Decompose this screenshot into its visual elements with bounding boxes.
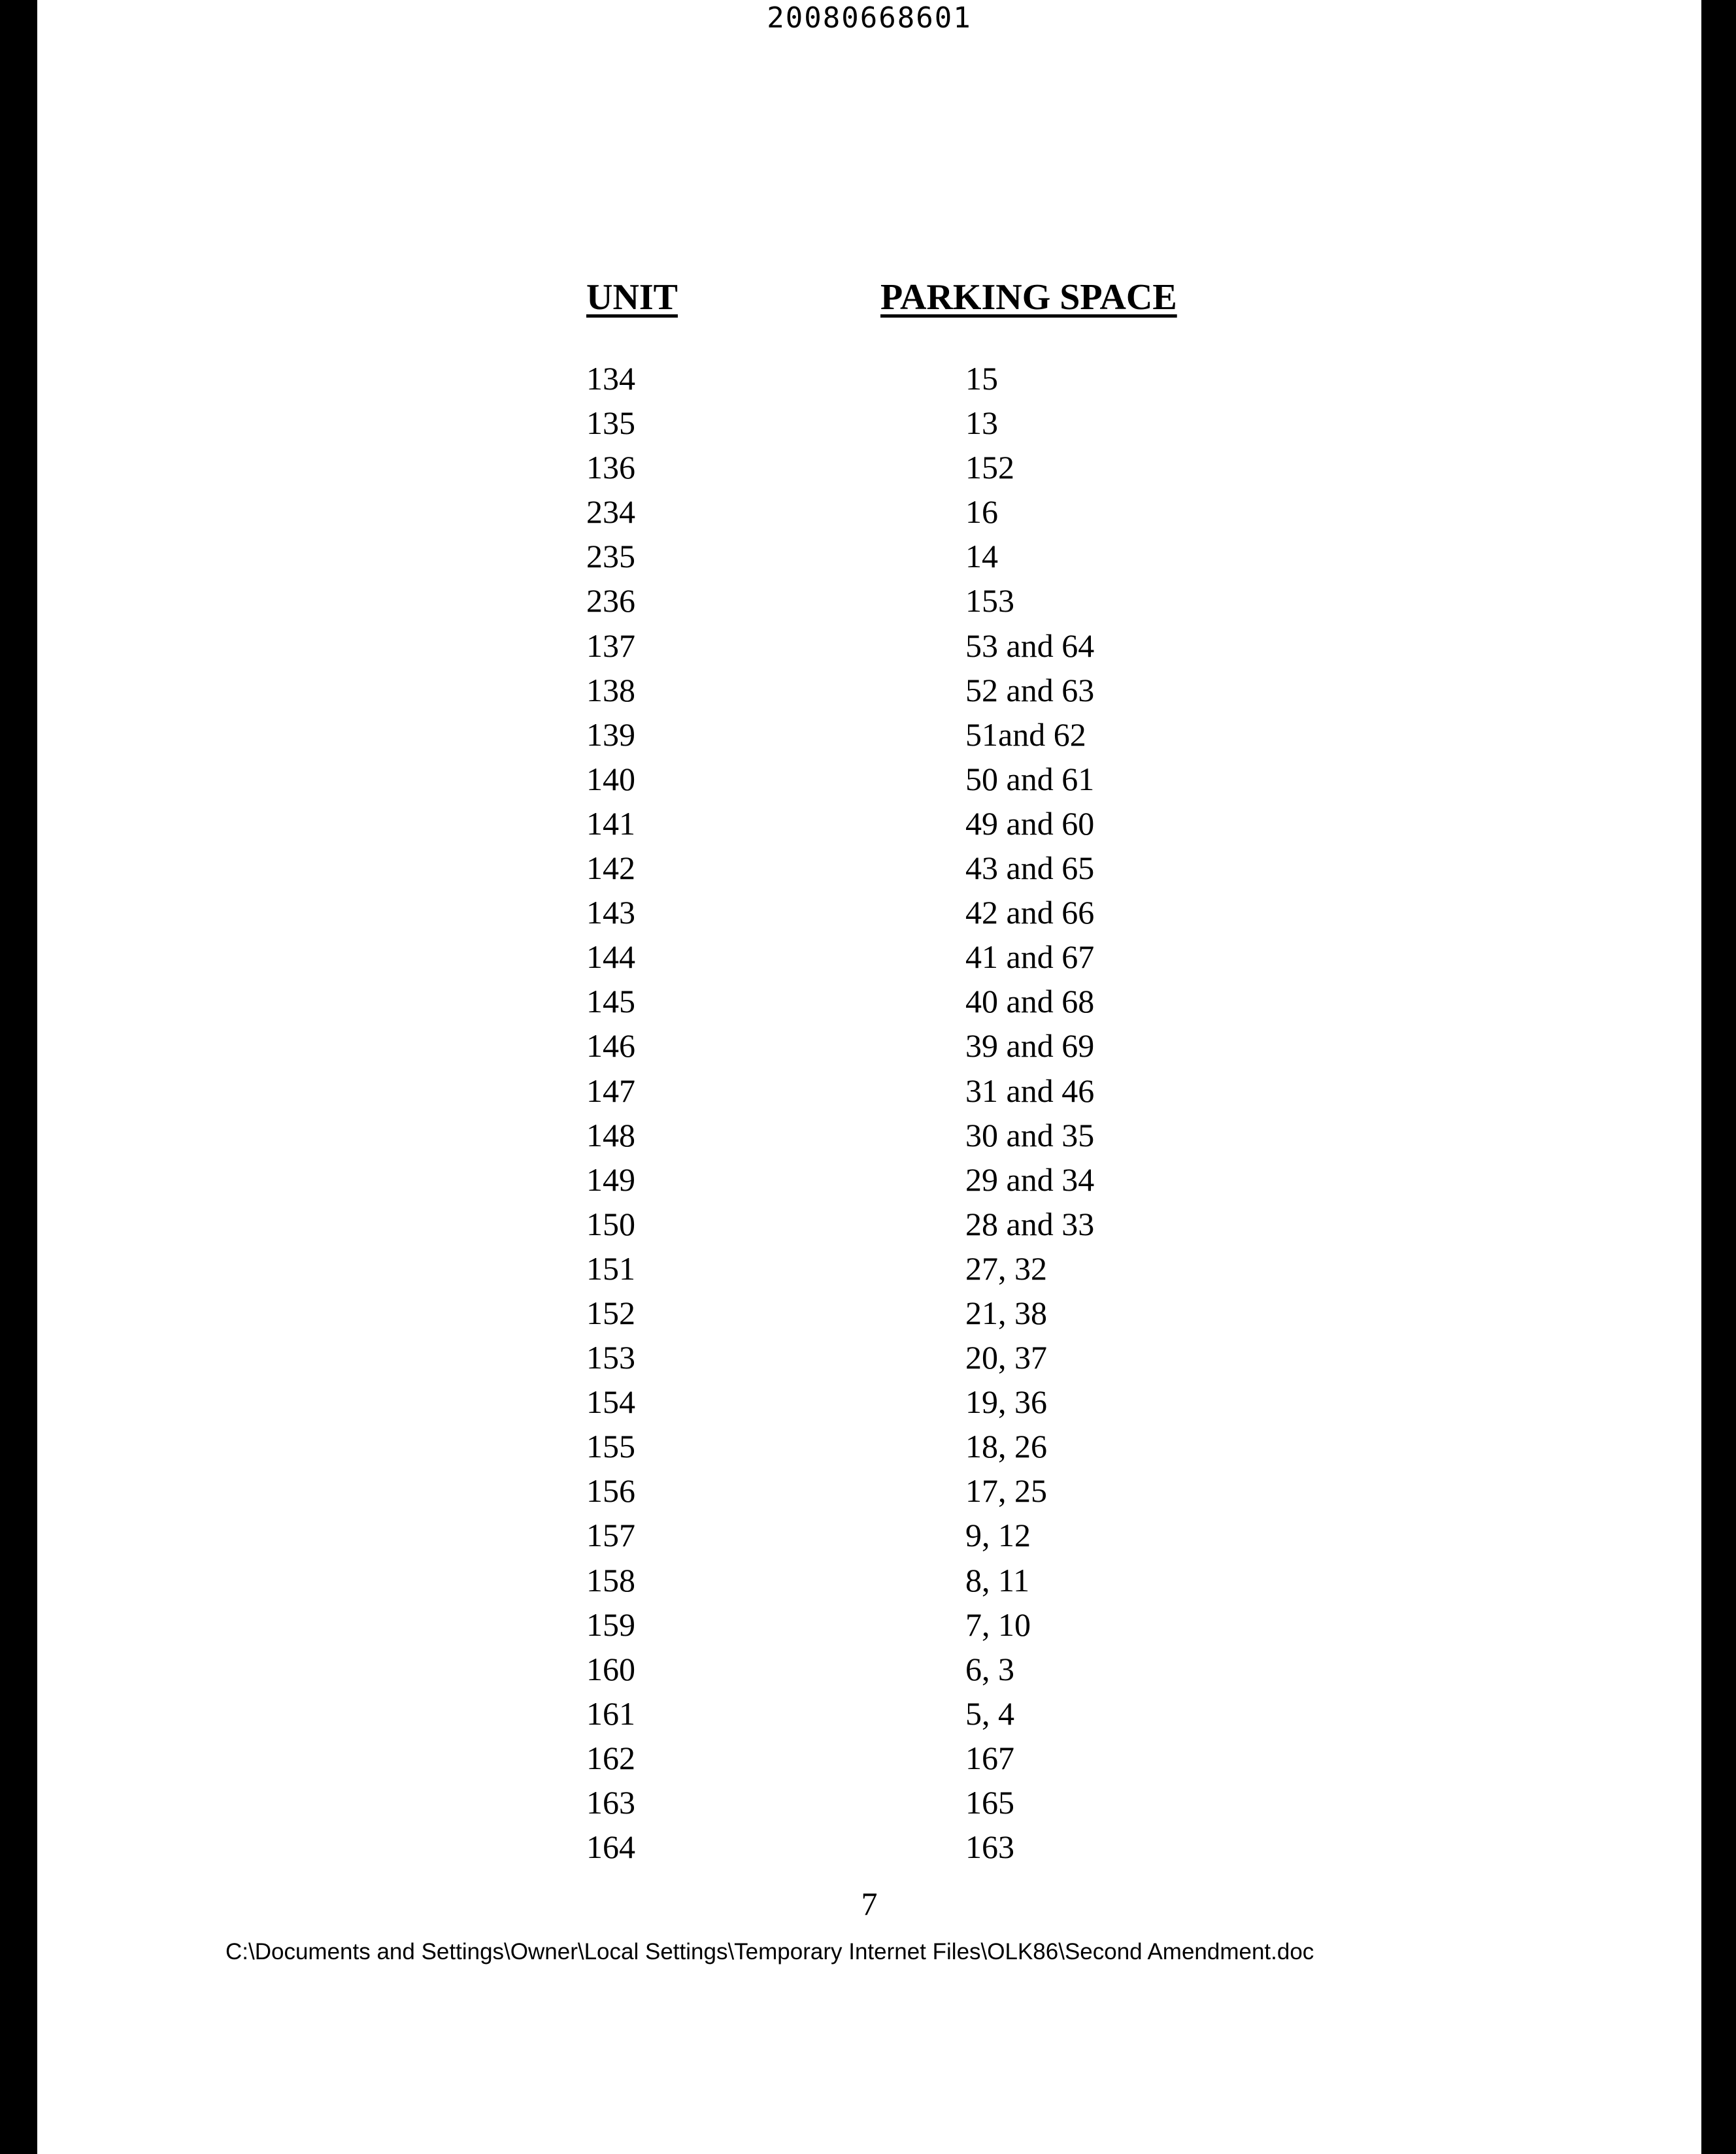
parking-space-cell: 5, 4 [965, 1695, 1014, 1732]
page-number: 7 [861, 1885, 878, 1922]
unit-cell: 152 [586, 1294, 635, 1331]
parking-space-cell: 30 and 35 [965, 1116, 1095, 1153]
table-row [37, 1380, 1701, 1424]
table-row [37, 401, 1701, 445]
table-header [37, 271, 1701, 323]
parking-space-cell: 6, 3 [965, 1650, 1014, 1687]
unit-cell: 163 [586, 1784, 635, 1821]
unit-cell: 150 [586, 1205, 635, 1242]
parking-space-cell: 29 and 34 [965, 1161, 1095, 1198]
unit-cell: 159 [586, 1606, 635, 1643]
unit-cell: 134 [586, 360, 635, 397]
unit-cell: 234 [586, 493, 635, 531]
unit-cell: 136 [586, 449, 635, 486]
parking-space-cell: 14 [965, 538, 998, 575]
parking-space-cell: 39 and 69 [965, 1027, 1095, 1065]
table-row [37, 1291, 1701, 1335]
unit-cell: 151 [586, 1250, 635, 1287]
unit-cell: 162 [586, 1739, 635, 1776]
unit-cell: 140 [586, 760, 635, 797]
parking-space-cell: 53 and 64 [965, 627, 1095, 664]
unit-column-header: UNIT [586, 277, 678, 318]
table-row [37, 534, 1701, 578]
parking-space-cell: 19, 36 [965, 1384, 1047, 1421]
parking-space-cell: 52 and 63 [965, 671, 1095, 708]
table-row [37, 846, 1701, 890]
table-row [37, 979, 1701, 1023]
parking-space-cell: 13 [965, 405, 998, 442]
table-row [37, 890, 1701, 935]
unit-cell: 164 [586, 1829, 635, 1866]
table-row [37, 1335, 1701, 1380]
parking-space-cell: 40 and 68 [965, 983, 1095, 1020]
parking-space-cell: 8, 11 [965, 1561, 1030, 1599]
table-row [37, 1157, 1701, 1202]
table-row [37, 578, 1701, 623]
unit-cell: 143 [586, 894, 635, 931]
parking-space-cell: 43 and 65 [965, 850, 1095, 887]
table-row [37, 1113, 1701, 1157]
table-row [37, 668, 1701, 712]
parking-space-cell: 16 [965, 493, 998, 531]
parking-space-cell: 163 [965, 1829, 1014, 1866]
parking-space-cell: 152 [965, 449, 1014, 486]
unit-cell: 161 [586, 1695, 635, 1732]
unit-cell: 135 [586, 405, 635, 442]
parking-space-cell: 42 and 66 [965, 894, 1095, 931]
parking-space-cell: 50 and 61 [965, 760, 1095, 797]
parking-space-column-header: PARKING SPACE [880, 277, 1177, 318]
unit-cell: 139 [586, 716, 635, 753]
parking-space-cell: 28 and 33 [965, 1205, 1095, 1242]
unit-cell: 156 [586, 1472, 635, 1510]
table-row [37, 1023, 1701, 1068]
parking-space-cell: 9, 12 [965, 1517, 1031, 1554]
table-row [37, 1736, 1701, 1780]
unit-cell: 147 [586, 1072, 635, 1109]
parking-space-cell: 167 [965, 1739, 1014, 1776]
table-row [37, 935, 1701, 979]
parking-space-cell: 49 and 60 [965, 804, 1095, 842]
unit-cell: 158 [586, 1561, 635, 1599]
parking-space-cell: 41 and 67 [965, 938, 1095, 976]
unit-cell: 235 [586, 538, 635, 575]
parking-space-cell: 27, 32 [965, 1250, 1047, 1287]
unit-cell: 144 [586, 938, 635, 976]
file-path-footer: C:\Documents and Settings\Owner\Local Settings\Temporary Internet Files\OLK86\Second Amendment.doc [225, 1939, 1314, 1964]
unit-cell: 153 [586, 1339, 635, 1376]
unit-cell: 157 [586, 1517, 635, 1554]
unit-cell: 146 [586, 1027, 635, 1065]
unit-cell: 138 [586, 671, 635, 708]
table-row [37, 1780, 1701, 1825]
parking-space-cell: 15 [965, 360, 998, 397]
table-row [37, 1647, 1701, 1691]
unit-cell: 145 [586, 983, 635, 1020]
table-row [37, 1246, 1701, 1291]
parking-space-cell: 7, 10 [965, 1606, 1031, 1643]
table-row [37, 1468, 1701, 1513]
table-row [37, 1602, 1701, 1647]
unit-cell: 155 [586, 1428, 635, 1465]
unit-cell: 141 [586, 804, 635, 842]
table-row [37, 489, 1701, 534]
parking-space-cell: 21, 38 [965, 1294, 1047, 1331]
unit-cell: 160 [586, 1650, 635, 1687]
parking-space-cell: 165 [965, 1784, 1014, 1821]
unit-cell: 148 [586, 1116, 635, 1153]
parking-space-cell: 20, 37 [965, 1339, 1047, 1376]
unit-cell: 137 [586, 627, 635, 664]
table-row [37, 801, 1701, 846]
parking-space-cell: 51and 62 [965, 716, 1086, 753]
table-row [37, 712, 1701, 757]
parking-assignment-table [37, 356, 1701, 1869]
unit-cell: 154 [586, 1384, 635, 1421]
unit-cell: 149 [586, 1161, 635, 1198]
parking-space-cell: 31 and 46 [965, 1072, 1095, 1109]
table-row [37, 1825, 1701, 1869]
document-page [37, 0, 1701, 2154]
table-row [37, 1424, 1701, 1468]
table-row [37, 1202, 1701, 1246]
parking-space-cell: 18, 26 [965, 1428, 1047, 1465]
parking-space-cell: 17, 25 [965, 1472, 1047, 1510]
table-row [37, 1513, 1701, 1557]
table-row [37, 1691, 1701, 1736]
unit-cell: 142 [586, 850, 635, 887]
unit-cell: 236 [586, 582, 635, 620]
table-row [37, 623, 1701, 668]
parking-space-cell: 153 [965, 582, 1014, 620]
table-row [37, 1069, 1701, 1113]
document-number: 20080668601 [767, 1, 972, 35]
table-row [37, 445, 1701, 489]
table-row [37, 1558, 1701, 1602]
table-row [37, 356, 1701, 401]
table-row [37, 757, 1701, 801]
